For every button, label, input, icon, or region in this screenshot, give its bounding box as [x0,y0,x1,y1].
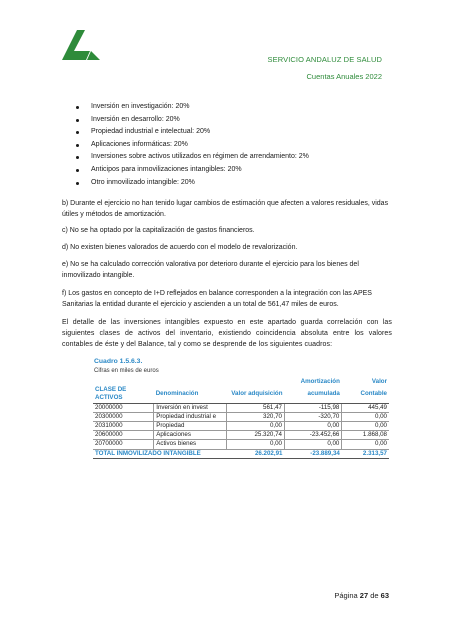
table-cell: 320,70 [227,412,285,421]
table-row [93,431,389,440]
table-cell: 20600000 [93,431,154,440]
paragraph-f: f) Los gastos en concepto de I+D reflejados en balance corresponden a la integración con las APES Sanitarias la entidad durante el ejercicio y ascienden a un total de 561,47 miles de euros. [62,290,372,309]
table-header-cell: acumulada [284,386,341,403]
table-cell: 0,00 [342,440,389,449]
table-cell: -115,98 [284,403,341,412]
amortization-rate-list [62,101,392,189]
page-number: Página 27 de 63 [334,591,389,600]
junta-andalucia-logo [62,30,100,60]
table-header-row [93,378,389,386]
table-header-cell: Valor adquisición [227,386,285,403]
table-header-cell: Contable [342,386,389,403]
table-cell: 20700000 [93,440,154,449]
paragraph-e: e) No se ha calculado corrección valorativa por deterioro durante el ejercicio para los bienes del inmovilizado intangible. [62,261,359,280]
table-header-cell [154,378,227,386]
table-cell: 445,49 [342,403,389,412]
list-item: Inversión en investigación: 20% [62,101,392,114]
table-row [93,440,389,449]
table-cell: 0,00 [342,412,389,421]
bullet-icon [76,156,79,159]
table-cell: Inversión en invest [154,403,227,412]
list-item: Aplicaciones informáticas: 20% [62,139,392,152]
table-total-cell: 26.202,91 [227,449,285,458]
table-caption: Cuadro 1.5.6.3. [94,358,143,365]
intangible-assets-table [93,378,389,459]
table-cell: -320,70 [284,412,341,421]
table-row [93,403,389,412]
table-total-label: TOTAL INMOVILIZADO INTANGIBLE [93,449,227,458]
paragraph-b: b) Durante el ejercicio no han tenido lugar cambios de estimación que afecten a valores residuales, vidas útiles y métodos de amortización. [62,200,389,219]
bullet-icon [76,144,79,147]
table-header-cell: Valor [371,378,387,385]
table-cell: 25.320,74 [227,431,285,440]
header-organization: SERVICIO ANDALUZ DE SALUD [267,55,382,64]
bullet-icon [76,169,79,172]
paragraph-detail: El detalle de las inversiones intangibles expuesto en este apartado guarda correlación con las siguientes clases de activos del inventario, existiendo coincidencia absoluta entre los valores contables de éste y del Balance, tal y como se desprende de los siguientes cuadros: [62,319,392,349]
table-cell: 20300000 [93,412,154,421]
table-cell: 0,00 [342,422,389,431]
table-header-cell [93,378,154,386]
table-total-cell: -23.889,34 [284,449,341,458]
paragraph-c: c) No se ha optado por la capitalización de gastos financieros. [62,227,255,234]
table-header-cell: Denominación [154,386,227,403]
table-cell: 561,47 [227,403,285,412]
list-item: Propiedad industrial e intelectual: 20% [62,126,392,139]
table-cell: 0,00 [284,440,341,449]
table-header-cell: CLASE DE ACTIVOS [93,386,154,403]
table-cell: -23.452,66 [284,431,341,440]
table-cell: 1.868,08 [342,431,389,440]
list-item: Otro inmovilizado intangible: 20% [62,177,392,190]
table-header-row [93,386,389,403]
table-cell: Propiedad industrial e [154,412,227,421]
table-header-cell: Amortización [300,378,340,385]
table-total-cell: 2.313,57 [342,449,389,458]
table-cell: Aplicaciones [154,431,227,440]
table-cell: Activos bienes [154,440,227,449]
bullet-icon [76,106,79,109]
list-item: Inversiones sobre activos utilizados en régimen de arrendamiento: 2% [62,151,392,164]
table-cell: 20310000 [93,422,154,431]
header-report-title: Cuentas Anuales 2022 [306,72,382,81]
bullet-icon [76,131,79,134]
list-item: Inversión en desarrollo: 20% [62,114,392,127]
paragraph-d: d) No existen bienes valorados de acuerdo con el modelo de revalorización. [62,244,298,251]
table-row [93,422,389,431]
table-cell: 0,00 [227,440,285,449]
table-total-row [93,449,389,458]
table-header-cell [227,378,285,386]
table-cell: 20000000 [93,403,154,412]
table-cell: Propiedad [154,422,227,431]
table-cell: 0,00 [284,422,341,431]
bullet-icon [76,119,79,122]
table-subcaption: Cifras en miles de euros [94,368,159,374]
bullet-icon [76,182,79,185]
table-cell: 0,00 [227,422,285,431]
table-row [93,412,389,421]
list-item: Anticipos para inmovilizaciones intangibles: 20% [62,164,392,177]
